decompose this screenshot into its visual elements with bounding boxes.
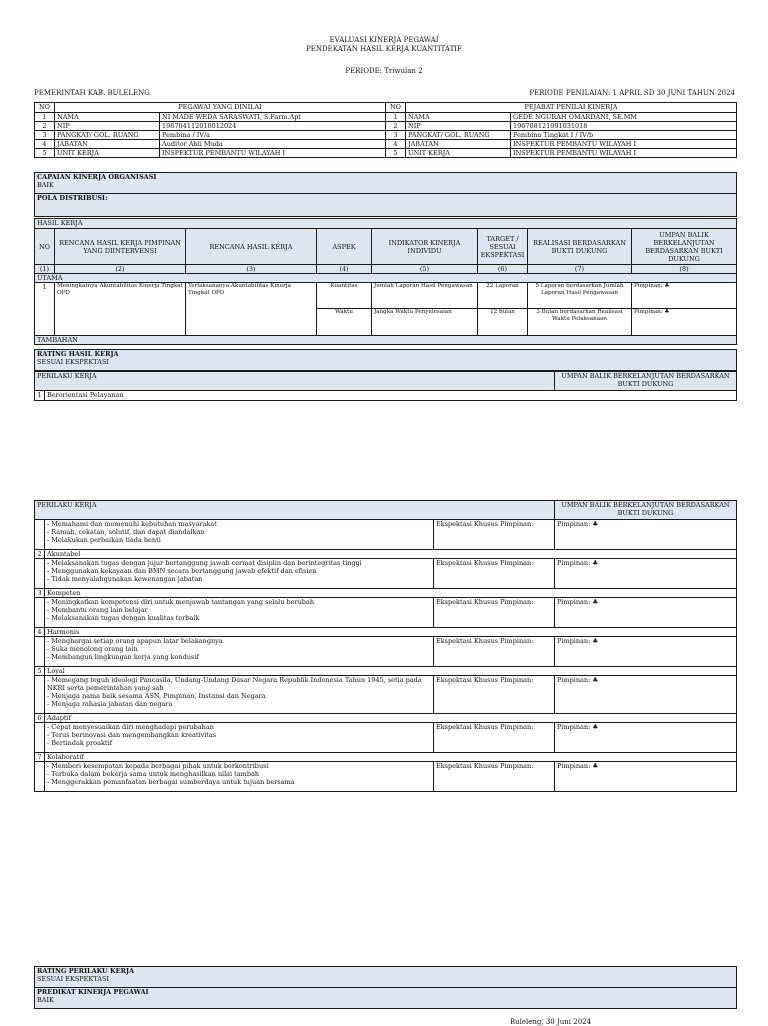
perilaku-group-name: Kompeten bbox=[45, 589, 737, 598]
capaian-value: BAIK bbox=[37, 181, 54, 189]
perilaku-group-row bbox=[35, 753, 737, 762]
id-label: NIP bbox=[55, 122, 160, 131]
perilaku-item: - Memegang teguh ideologi Pancasila, Undang-Undang Dasar Negara Republik Indonesia Tahun 1945, setia pada NKRI serta pemerintahan yang sah bbox=[47, 676, 422, 692]
id-no-right: 1 bbox=[386, 113, 406, 122]
rating-perilaku-title: RATING PERILAKU KERJA bbox=[37, 967, 135, 975]
perilaku-item: - Meningkatkan kompetensi diri untuk menjawab tantangan yang selalu berubah bbox=[47, 598, 315, 606]
hasil-kerja-table bbox=[34, 218, 737, 345]
perilaku-group-name: Harmonis bbox=[45, 628, 737, 637]
perilaku-group-name: Akuntabel bbox=[45, 550, 737, 559]
doc-title-line2: PENDEKATAN HASIL KERJA KUANTITATIF bbox=[306, 45, 462, 53]
pegawai-nama: NI MADE WEDA SARASWATI, S.Farm.Apt bbox=[160, 113, 386, 122]
perilaku-items-row bbox=[35, 520, 737, 550]
perilaku-item: - Membantu orang lain belajar bbox=[47, 606, 148, 614]
identity-row bbox=[35, 131, 737, 140]
hk-header-aspek: ASPEK bbox=[317, 229, 372, 265]
identity-row bbox=[35, 122, 737, 131]
perilaku-items-row bbox=[35, 723, 737, 753]
hk-header-realisasi: REALISASI BERDASARKAN BUKTI DUKUNG bbox=[528, 229, 632, 265]
periode-penilaian-label: PERIODE PENILAIAN: 1 APRIL SD 30 JUNI TAHUN 2024 bbox=[529, 89, 735, 97]
ekspektasi-khusus: Ekspektasi Khusus Pimpinan: bbox=[434, 598, 555, 628]
pimpinan-feedback: Pimpinan: ♣ bbox=[555, 723, 737, 753]
pegawai-unit-kerja: INSPEKTUR PEMBANTU WILAYAH I bbox=[160, 149, 386, 158]
perilaku-item: - Terbuka dalam bekerja sama untuk menghasilkan nilai tambah bbox=[47, 770, 260, 778]
pejabat-nama: GEDE NGURAH OMARDANI, SE.MM bbox=[511, 113, 737, 122]
pejabat-penilai-header: PEJABAT PENILAI KINERJA bbox=[406, 103, 737, 113]
pegawai-dinilai-header: PEGAWAI YANG DINILAI bbox=[55, 103, 386, 113]
rating-hasil-title: RATING HASIL KERJA bbox=[37, 350, 119, 358]
hk-colnum: (7) bbox=[528, 265, 632, 274]
id-no: 2 bbox=[35, 122, 55, 131]
perilaku-title-2: PERILAKU KERJA bbox=[35, 501, 555, 520]
perilaku-umpan-title-2: UMPAN BALIK BERKELANJUTAN BERDASARKAN BUKTI DUKUNG bbox=[555, 501, 737, 520]
perilaku-title: PERILAKU KERJA bbox=[35, 372, 555, 391]
hk-umpan-balik: Pimpinan: ♣ bbox=[632, 283, 737, 309]
perilaku-no: 4 bbox=[35, 628, 45, 637]
id-label-right: UNIT KERJA bbox=[406, 149, 511, 158]
hk-indikator: Jangka Waktu Penyelesaian bbox=[372, 309, 478, 336]
rating-perilaku-section bbox=[34, 966, 737, 988]
perilaku-group-row bbox=[35, 714, 737, 723]
hk-indikator: Jumlah Laporan Hasil Pengawasan bbox=[372, 283, 478, 309]
perilaku-item: - Menggunakan kekayaan dan BMN secara bertanggung jawab efektif dan efisien bbox=[47, 567, 317, 575]
pejabat-jabatan: INSPEKTUR PEMBANTU WILAYAH I bbox=[511, 140, 737, 149]
predikat-title: PREDIKAT KINERJA PEGAWAI bbox=[37, 988, 149, 996]
perilaku-items-row bbox=[35, 637, 737, 667]
ekspektasi-khusus: Ekspektasi Khusus Pimpinan: bbox=[434, 762, 555, 792]
ekspektasi-khusus: Ekspektasi Khusus Pimpinan: bbox=[434, 676, 555, 714]
hk-aspek: Kuantitas bbox=[317, 283, 372, 309]
hk-header-rencana-pimpinan: RENCANA HASIL KERJA PIMPINAN YANG DIINTERVENSI bbox=[55, 229, 186, 265]
pimpinan-feedback: Pimpinan: ♣ bbox=[555, 637, 737, 667]
perilaku-group-name: Adaptif bbox=[45, 714, 737, 723]
tambahan-label: TAMBAHAN bbox=[35, 336, 737, 345]
pimpinan-feedback: Pimpinan: ♣ bbox=[555, 598, 737, 628]
ekspektasi-khusus: Ekspektasi Khusus Pimpinan: bbox=[434, 723, 555, 753]
hk-row bbox=[35, 283, 737, 309]
utama-label: UTAMA bbox=[35, 274, 737, 283]
periode-label: PERIODE: Triwulan 2 bbox=[345, 67, 423, 75]
id-label: NAMA bbox=[55, 113, 160, 122]
rating-hasil-section bbox=[34, 349, 737, 371]
perilaku-items-row bbox=[35, 762, 737, 792]
perilaku-item: - Ramah, cekatan, solutif, dan dapat diandalkan bbox=[47, 528, 205, 536]
perilaku-group-name: Kolaboratif bbox=[45, 753, 737, 762]
hk-row-no: 1 bbox=[35, 283, 55, 336]
identity-row bbox=[35, 149, 737, 158]
perilaku-group-row bbox=[35, 667, 737, 676]
hk-colnum: (4) bbox=[317, 265, 372, 274]
hk-aspek: Waktu bbox=[317, 309, 372, 336]
pimpinan-feedback: Pimpinan: ♣ bbox=[555, 676, 737, 714]
identity-table bbox=[34, 102, 737, 158]
identity-row bbox=[35, 113, 737, 122]
hk-colnum: (1) bbox=[35, 265, 55, 274]
identity-row bbox=[35, 140, 737, 149]
hk-header-indikator: INDIKATOR KINERJA INDIVIDU bbox=[372, 229, 478, 265]
pimpinan-feedback: Pimpinan: ♣ bbox=[555, 520, 737, 550]
perilaku-items bbox=[45, 637, 434, 667]
hk-target: 12 bulan bbox=[478, 309, 528, 336]
ekspektasi-khusus: Ekspektasi Khusus Pimpinan: bbox=[434, 637, 555, 667]
hk-colnum: (6) bbox=[478, 265, 528, 274]
id-no: 3 bbox=[35, 131, 55, 140]
perilaku-items bbox=[45, 559, 434, 589]
perilaku-items bbox=[45, 676, 434, 714]
pegawai-pangkat: Pembina / IV/a bbox=[160, 131, 386, 140]
perilaku-group-row bbox=[35, 589, 737, 598]
id-no: 4 bbox=[35, 140, 55, 149]
pejabat-nip: 196708121991031018 bbox=[511, 122, 737, 131]
hk-colnum: (3) bbox=[186, 265, 317, 274]
perilaku-table-page1 bbox=[34, 371, 737, 401]
perilaku-group-row bbox=[35, 550, 737, 559]
perilaku-item: - Suka menolong orang lain bbox=[47, 645, 138, 653]
id-no: 1 bbox=[35, 113, 55, 122]
hk-header-no: NO bbox=[35, 229, 55, 265]
ekspektasi-khusus: Ekspektasi Khusus Pimpinan: bbox=[434, 559, 555, 589]
hk-header-target: TARGET / SESUAI EKSPEKTASI bbox=[478, 229, 528, 265]
perilaku-item: - Melakukan perbaikan tiada henti bbox=[47, 536, 161, 544]
perilaku-items-row bbox=[35, 559, 737, 589]
id-label-right: PANGKAT/ GOL. RUANG bbox=[406, 131, 511, 140]
hk-realisasi: 5 Laporan berdasarkan Jumlah Laporan Hasil Pengawasan bbox=[528, 283, 632, 309]
hk-colnum: (5) bbox=[372, 265, 478, 274]
id-no-right: 5 bbox=[386, 149, 406, 158]
perilaku-table-page2 bbox=[34, 500, 737, 792]
perilaku-item: - Melaksanakan tugas dengan kualitas terbaik bbox=[47, 614, 200, 622]
id-no-right: 4 bbox=[386, 140, 406, 149]
pejabat-pangkat: Pembina Tingkat I / IV/b bbox=[511, 131, 737, 140]
pimpinan-feedback: Pimpinan: ♣ bbox=[555, 762, 737, 792]
perilaku-no: 1 bbox=[35, 391, 45, 401]
pegawai-nip: 198704112010012024 bbox=[160, 122, 386, 131]
perilaku-group-name: Loyal bbox=[45, 667, 737, 676]
hk-header-umpan-balik: UMPAN BALIK BERKELANJUTAN BERDASARKAN BUKTI DUKUNG bbox=[632, 229, 737, 265]
hk-rencana-pimpinan: Meningkatnya Akuntabilitas Kinerja Tingkat OPD bbox=[55, 283, 186, 336]
hk-realisasi: 3 Bulan berdasarkan Realisasi Waktu Pelaksanaan bbox=[528, 309, 632, 336]
perilaku-no: 6 bbox=[35, 714, 45, 723]
perilaku-item: - Terus berinovasi dan mengembangkan kreativitas bbox=[47, 731, 217, 739]
hk-colnum: (8) bbox=[632, 265, 737, 274]
perilaku-umpan-title: UMPAN BALIK BERKELANJUTAN BERDASARKAN BUKTI DUKUNG bbox=[555, 372, 737, 391]
id-label-right: NIP bbox=[406, 122, 511, 131]
perilaku-item: - Tidak menyalahgunakan kewenangan jabatan bbox=[47, 575, 203, 583]
capaian-title: CAPAIAN KINERJA ORGANISASI bbox=[37, 173, 157, 181]
rating-hasil-value: SESUAI EKSPEKTASI bbox=[37, 358, 109, 366]
perilaku-items-row bbox=[35, 598, 737, 628]
id-col-no: NO bbox=[35, 103, 55, 113]
perilaku-items bbox=[45, 762, 434, 792]
pegawai-jabatan: Auditor Ahli Muda bbox=[160, 140, 386, 149]
predikat-section bbox=[34, 987, 737, 1009]
perilaku-item: - Cepat menyesuaikan diri menghadapi perubahan bbox=[47, 723, 214, 731]
perilaku-item: - Memahami dan memenuhi kebutuhan masyarakat bbox=[47, 520, 217, 528]
perilaku-item: - Memberi kesempatan kepada berbagai pihak untuk berkontribusi bbox=[47, 762, 269, 770]
hk-rencana: Terlaksananya Akuntabilitas Kinerja Tingkat OPD bbox=[186, 283, 317, 336]
footer-place-date: Buleleng, 30 Juni 2024 bbox=[510, 1018, 592, 1026]
capaian-section bbox=[34, 172, 737, 194]
perilaku-item: - Menghargai setiap orang apapun latar belakangnya bbox=[47, 637, 223, 645]
id-label: UNIT KERJA bbox=[55, 149, 160, 158]
pejabat-unit-kerja: INSPEKTUR PEMBANTU WILAYAH I bbox=[511, 149, 737, 158]
doc-title-line1: EVALUASI KINERJA PEGAWAI bbox=[329, 36, 439, 44]
pola-distribusi-title: POLA DISTRIBUSI: bbox=[37, 194, 108, 202]
perilaku-item: - Bertindak proaktif bbox=[47, 739, 113, 747]
pola-distribusi-section bbox=[34, 193, 737, 217]
perilaku-items bbox=[45, 723, 434, 753]
perilaku-items-row bbox=[35, 676, 737, 714]
hk-header-rencana: RENCANA HASIL KERJA bbox=[186, 229, 317, 265]
id-no-right: 3 bbox=[386, 131, 406, 140]
id-label-right: JABATAN bbox=[406, 140, 511, 149]
hk-target: 22 Laporan bbox=[478, 283, 528, 309]
perilaku-item: - Membangun lingkungan kerja yang kondusif bbox=[47, 653, 199, 661]
hk-umpan-balik: Pimpinan: ♣ bbox=[632, 309, 737, 336]
perilaku-item: - Menjaga rahasia jabatan dan negara bbox=[47, 700, 173, 708]
ekspektasi-khusus: Ekspektasi Khusus Pimpinan: bbox=[434, 520, 555, 550]
perilaku-no: 2 bbox=[35, 550, 45, 559]
perilaku-item: - Menjaga nama baik sesama ASN, Pimpinan, Instansi dan Negara bbox=[47, 692, 266, 700]
id-no: 5 bbox=[35, 149, 55, 158]
perilaku-group-row bbox=[35, 628, 737, 637]
id-no-right: 2 bbox=[386, 122, 406, 131]
perilaku-no: 3 bbox=[35, 589, 45, 598]
predikat-value: BAIK bbox=[37, 996, 54, 1004]
perilaku-items bbox=[45, 598, 434, 628]
perilaku-no: 5 bbox=[35, 667, 45, 676]
id-col-no-right: NO bbox=[386, 103, 406, 113]
rating-perilaku-value: SESUAI EKSPEKTASI bbox=[37, 975, 109, 983]
hasil-kerja-label: HASIL KERJA bbox=[35, 219, 737, 229]
id-label: PANGKAT/ GOL. RUANG bbox=[55, 131, 160, 140]
perilaku-no: 7 bbox=[35, 753, 45, 762]
pemerintah-label: PEMERINTAH KAB. BULELENG bbox=[34, 89, 150, 97]
perilaku-group-name: Berorientasi Pelayanan bbox=[45, 391, 737, 401]
hk-colnum: (2) bbox=[55, 265, 186, 274]
id-label-right: NAMA bbox=[406, 113, 511, 122]
perilaku-items bbox=[45, 520, 434, 550]
perilaku-item: - Melaksanakan tugas dengan jujur bertanggung jawab cermat disiplin dan berintegritas tinggi bbox=[47, 559, 362, 567]
perilaku-item: - Menggerakkan pemanfaatan berbagai sumberdaya untuk tujuan bersama bbox=[47, 778, 295, 786]
id-label: JABATAN bbox=[55, 140, 160, 149]
pimpinan-feedback: Pimpinan: ♣ bbox=[555, 559, 737, 589]
